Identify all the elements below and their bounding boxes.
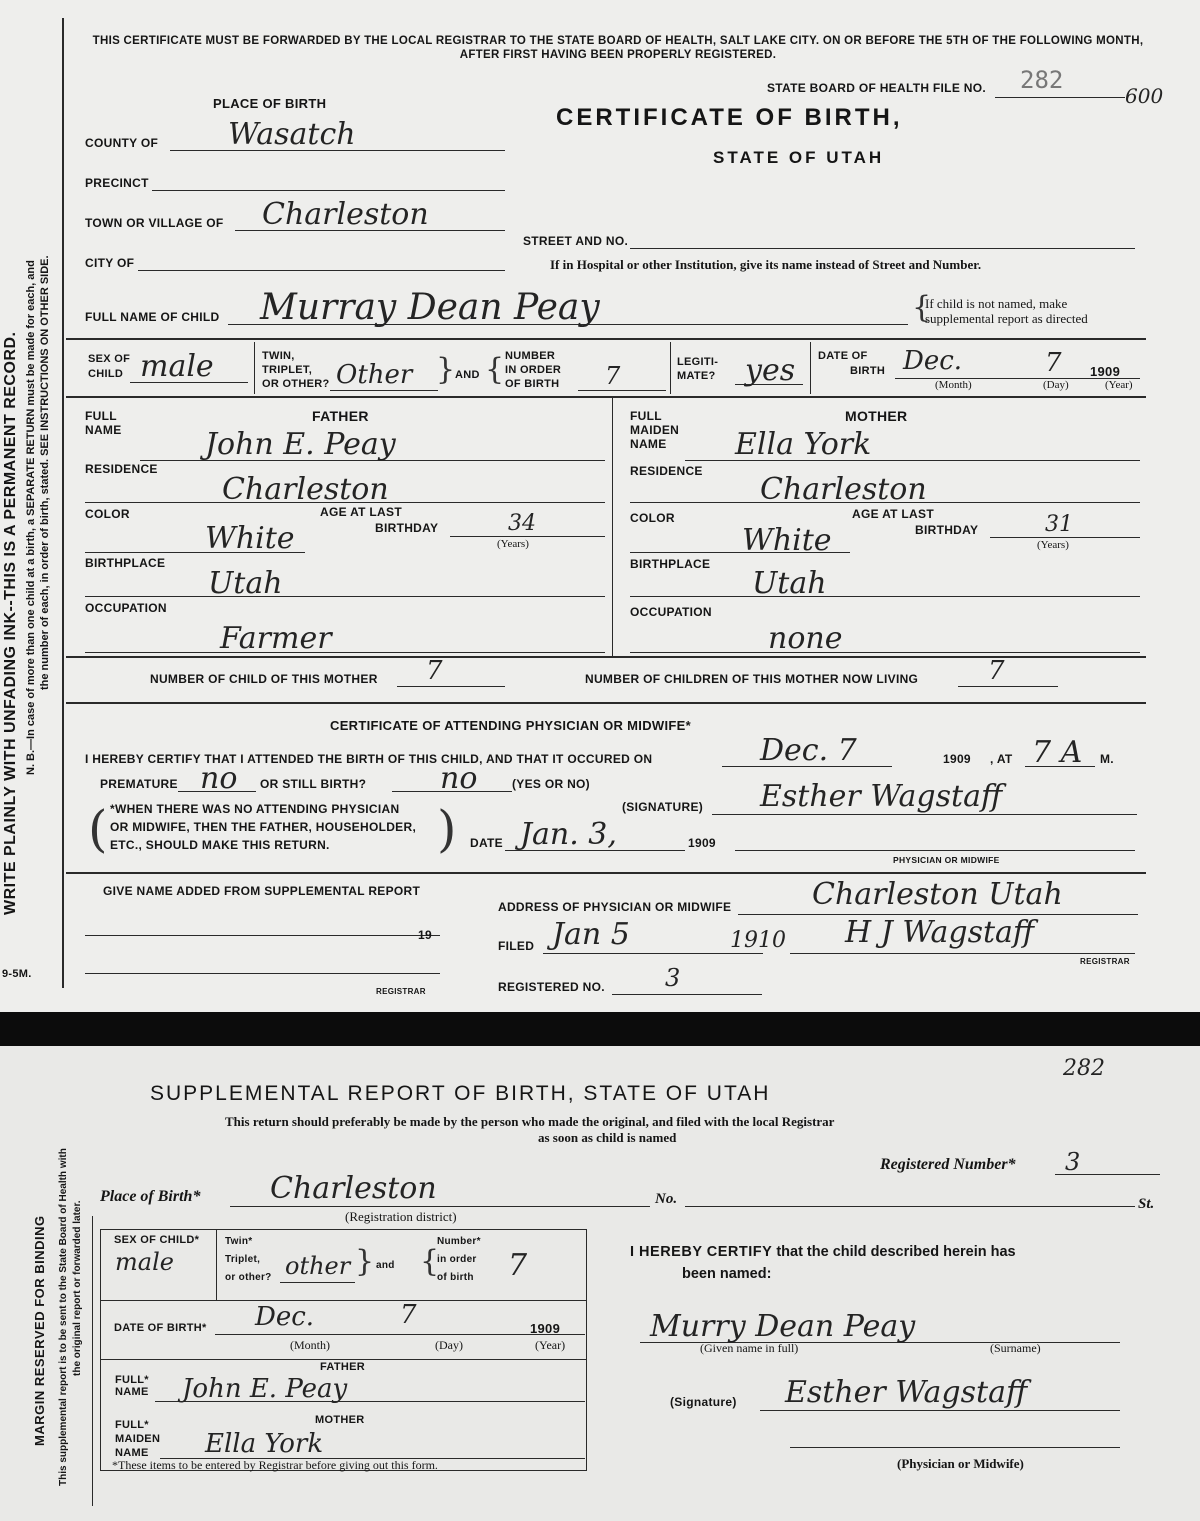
legitimate-label: LEGITI-: [677, 356, 719, 368]
supplemental-title: SUPPLEMENTAL REPORT OF BIRTH, STATE OF UTAH: [150, 1082, 771, 1105]
when-note-2: OR MIDWIFE, THEN THE FATHER, HOUSEHOLDER,: [110, 820, 417, 834]
town-label: TOWN OR VILLAGE OF: [85, 216, 224, 230]
mother-color-value: White: [742, 523, 832, 558]
father-occupation-value: Farmer: [220, 621, 332, 656]
father-age-label-2: BIRTHDAY: [375, 521, 439, 535]
father-age-value: 34: [508, 511, 536, 536]
side-text-note-2: the number of each, in order of birth, stated. SEE INSTRUCTIONS ON OTHER SIDE.: [39, 255, 51, 690]
supp-father-heading: FATHER: [320, 1361, 365, 1373]
supp-father-name-value: John E. Peay: [182, 1374, 348, 1404]
mother-name-label: NAME: [630, 437, 667, 451]
day-caption: (Day): [1043, 379, 1069, 391]
father-years-caption: (Years): [497, 538, 529, 550]
supp-dob-day-value: 7: [400, 1300, 417, 1330]
supp-sex-label: SEX OF CHILD*: [114, 1234, 200, 1246]
supp-signature-label: (Signature): [670, 1395, 737, 1409]
number-label-2: IN ORDER: [505, 364, 562, 376]
supp-number-label: Number*: [437, 1236, 481, 1247]
when-note-3: ETC., SHOULD MAKE THIS RETURN.: [110, 838, 330, 852]
supp-given-name-caption: (Given name in full): [700, 1341, 799, 1355]
registrar-signature-value: H J Wagstaff: [845, 915, 1035, 950]
dob-label-2: BIRTH: [850, 365, 886, 377]
premature-label: PREMATURE: [100, 777, 178, 791]
filed-label: FILED: [498, 939, 535, 953]
side-text-note-1: N. B.—In case of more than one child at a birth, a SEPARATE RETURN must be made for each, and: [25, 260, 37, 775]
place-value: Charleston: [270, 1171, 437, 1206]
mother-age-label-2: BIRTHDAY: [915, 523, 979, 537]
scan-divider: [0, 1012, 1200, 1046]
father-heading: FATHER: [312, 408, 369, 424]
birth-certificate: WRITE PLAINLY WITH UNFADING INK--THIS IS A PERMANENT RECORD. N. B.—In case of more than one child at a birth, a SEPARATE RETURN must be made for each, and the number of each, in order of birth, stated. SEE INSTRUCTIONS ON OTHER SIDE. 9-5M. THIS CERTIFICATE MUST BE FORWARDED BY THE LOCAL REGISTRAR TO THE STATE BOARD OF HEALTH, SALT LAKE CITY. ON OR BEFORE THE 5TH OF THE FOLLOWING MONTH, AFTER FIRST HAVING BEEN PROPERLY REGISTERED. STATE BOARD OF HEALTH FILE NO. 282 600 CERTIFICATE OF BIRTH, STATE OF UTAH PLACE OF BIRTH COUNTY OF Wasatch PRECINCT TOWN OR VILLAGE OF Charleston STREET AND NO. CITY OF If in Hospital or other Institution, give its name instead of Street and Number. FULL NAME OF CHILD Murray Dean Peay { If child is not named, make supplemental report as directed SEX OF CHILD male TWIN, TRIPLET, OR OTHER? Other } AND { NUMBER IN ORDER OF BIRTH 7 LEGITI- MATE? yes DATE OF BIRTH Dec. 7 1909 (Month) (Day) (Year) FATHER MOTHER FULL NAME John E. Peay FULL MAIDEN NAME Ella York RESIDENCE Charleston RESIDENCE Charleston COLOR AGE AT LAST BIRTHDAY White 34 (Years) COLOR AGE AT LAST BIRTHDAY White 31 (Years) BIRTHPLACE Utah BIRTHPLACE Utah OCCUPATION Farmer OCCUPATION none NUMBER OF CHILD OF THIS MOTHER 7 NUMBER OF CHILDREN OF THIS MOTHER NOW LIVING 7 CERTIFICATE OF ATTENDING PHYSICIAN OR MIDWIFE* I HEREBY CERTIFY THAT I ATTENDED THE BIRTH OF THIS CHILD, AND THAT IT OCCURED ON Dec. 7 1909 , AT 7 A M. PREMATURE no OR STILL BIRTH? no (YES OR NO) ( *WHEN THERE WAS NO ATTENDING PHYSICIAN OR MIDWIFE, THEN THE FATHER, HOUSEHOLDER, ETC., SHOULD MAKE THIS RETURN. ) (SIGNATURE) Esther Wagstaff DATE Jan. 3, 1909 PHYSICIAN OR MIDWIFE GIVE NAME ADDED FROM SUPPLEMENTAL REPORT 19 REGISTRAR ADDRESS OF PHYSICIAN OR MIDWIFE Charleston Utah FILED Jan 5 1910 H J Wagstaff REGISTRAR REGISTERED NO. 3: [0, 0, 1200, 1012]
legitimate-value: yes: [745, 353, 796, 388]
place-label: Place of Birth*: [100, 1188, 201, 1205]
supp-twin-label-3: or other?: [225, 1272, 272, 1283]
supp-mother-name-label: NAME: [115, 1447, 149, 1459]
give-name-label: GIVE NAME ADDED FROM SUPPLEMENTAL REPORT: [103, 884, 421, 898]
m-label: M.: [1100, 752, 1114, 766]
twin-label: TWIN,: [262, 350, 295, 362]
occurred-year-value: 1909: [943, 752, 971, 766]
signed-year-value: 1909: [688, 836, 716, 850]
margin-note-2: the original report or forwarded later.: [72, 1200, 83, 1376]
dob-day-value: 7: [1045, 348, 1062, 378]
month-caption: (Month): [935, 379, 972, 391]
nineteen-label: 19: [418, 928, 432, 942]
supp-mother-heading: MOTHER: [315, 1414, 365, 1426]
street-label: STREET AND NO.: [523, 234, 629, 248]
margin-rule: [62, 18, 64, 988]
father-birthplace-label: BIRTHPLACE: [85, 556, 166, 570]
supp-mother-full-label: FULL*: [115, 1419, 149, 1431]
supp-certify-rest: that the child described herein has: [776, 1244, 1016, 1260]
address-value: Charleston Utah: [812, 877, 1063, 912]
address-label: ADDRESS OF PHYSICIAN OR MIDWIFE: [498, 900, 732, 914]
supp-certify-line-1: [630, 1244, 1016, 1260]
occurred-date-value: Dec. 7: [760, 733, 857, 768]
supp-father-full-label: FULL*: [115, 1374, 149, 1386]
father-color-value: White: [205, 521, 295, 556]
mother-name-value: Ella York: [735, 427, 872, 462]
mother-color-label: COLOR: [630, 511, 675, 525]
sex-label: SEX OF: [88, 353, 131, 365]
county-label: COUNTY OF: [85, 136, 159, 150]
supplemental-note-1: This return should preferably be made by the person who made the original, and filed with the local Registrar: [225, 1114, 835, 1129]
supp-dob-year-value: 1909: [530, 1321, 561, 1336]
supp-physician-caption: (Physician or Midwife): [897, 1456, 1024, 1471]
supp-day-caption: (Day): [435, 1338, 463, 1352]
supp-number-label-2: in order: [437, 1254, 477, 1265]
sex-label-2: CHILD: [88, 368, 124, 380]
supp-dob-month-value: Dec.: [255, 1302, 315, 1332]
twin-label-3: OR OTHER?: [262, 378, 330, 390]
child-name-value: Murray Dean Peay: [260, 287, 600, 328]
supp-footnote: *These items to be entered by Registrar before giving out this form.: [112, 1458, 438, 1472]
supplemental-report: MARGIN RESERVED FOR BINDING This supplemental report is to be sent to the State Board of Health with the original report or forwarded later. 282 SUPPLEMENTAL REPORT OF BIRTH, STATE OF UTAH This return should preferably be made by the person who made the original, and filed with the local Registrar as soon as child is named Registered Number* 3 Place of Birth* Charleston (Registration district) No. St. SEX OF CHILD* male Twin* Triplet, or other? other } and { Number* in order of birth 7 DATE OF BIRTH* Dec. 7 1909 (Month) (Day) (Year) FATHER FULL* NAME John E. Peay MOTHER FULL* MAIDEN NAME Ella York *These items to be entered by Registrar before giving out this form. I HEREBY CERTIFY that the child described herein has been named: Murry Dean Peay (Given name in full) (Surname) (Signature) Esther Wagstaff (Physician or Midwife): [0, 1046, 1200, 1521]
supp-number-value: 7: [508, 1248, 528, 1283]
supp-certify-line-2: been named:: [682, 1266, 772, 1282]
certificate-subtitle: STATE OF UTAH: [713, 148, 885, 167]
number-child-label: NUMBER OF CHILD OF THIS MOTHER: [150, 672, 378, 686]
legitimate-label-2: MATE?: [677, 370, 716, 382]
supp-certify-bold: I HEREBY CERTIFY: [630, 1244, 773, 1260]
no-label: No.: [655, 1191, 678, 1207]
child-name-label: FULL NAME OF CHILD: [85, 310, 220, 324]
mother-age-label: AGE AT LAST: [852, 507, 934, 521]
not-named-note-2: supplemental report as directed: [925, 311, 1088, 326]
not-named-note-1: If child is not named, make: [925, 296, 1068, 311]
registered-number-value: 3: [1065, 1148, 1081, 1176]
father-name-label: NAME: [85, 423, 122, 437]
children-living-label: NUMBER OF CHILDREN OF THIS MOTHER NOW LIVING: [585, 672, 919, 686]
still-birth-value: no: [440, 761, 478, 796]
signature-value: Esther Wagstaff: [760, 779, 1003, 814]
yes-no-label: (YES OR NO): [512, 777, 590, 791]
father-color-label: COLOR: [85, 507, 130, 521]
supp-surname-caption: (Surname): [990, 1341, 1041, 1355]
number-child-value: 7: [426, 656, 443, 686]
registrar-caption: REGISTRAR: [376, 987, 426, 996]
mother-birthplace-label: BIRTHPLACE: [630, 557, 711, 571]
filed-year-value: 1910: [730, 928, 786, 953]
file-no-label: STATE BOARD OF HEALTH FILE NO.: [767, 81, 986, 95]
physician-heading: CERTIFICATE OF ATTENDING PHYSICIAN OR MIDWIFE*: [330, 718, 691, 733]
supp-twin-label: Twin*: [225, 1236, 253, 1247]
number-label: NUMBER: [505, 350, 556, 362]
supp-named-value: Murry Dean Peay: [650, 1309, 916, 1344]
mother-occupation-value: none: [768, 621, 843, 656]
dob-month-value: Dec.: [903, 346, 963, 376]
hospital-note: If in Hospital or other Institution, give its name instead of Street and Number.: [550, 257, 982, 272]
supp-father-name-label: NAME: [115, 1386, 149, 1398]
registration-district-caption: (Registration district): [345, 1209, 457, 1224]
number-in-order-value: 7: [605, 362, 621, 390]
mother-years-caption: (Years): [1037, 539, 1069, 551]
signed-date-value: Jan. 3,: [520, 817, 617, 852]
mother-maiden-label: MAIDEN: [630, 423, 680, 437]
supp-mother-maiden-label: MAIDEN: [115, 1433, 161, 1445]
supplemental-note-2: as soon as child is named: [538, 1130, 677, 1145]
margin-note-1: This supplemental report is to be sent to the State Board of Health with: [58, 1148, 69, 1486]
supp-dob-label: DATE OF BIRTH*: [114, 1322, 207, 1334]
twin-value: Other: [336, 360, 413, 390]
side-text-permanent-record: WRITE PLAINLY WITH UNFADING INK--THIS IS A PERMANENT RECORD.: [2, 331, 19, 915]
father-age-label: AGE AT LAST: [320, 505, 402, 519]
father-residence-value: Charleston: [222, 472, 389, 507]
father-residence-label: RESIDENCE: [85, 462, 158, 476]
certificate-title: CERTIFICATE OF BIRTH,: [556, 104, 903, 131]
father-birthplace-value: Utah: [208, 566, 283, 601]
dob-label: DATE OF: [818, 350, 868, 362]
supp-twin-label-2: Triplet,: [225, 1254, 261, 1265]
mother-residence-label: RESIDENCE: [630, 464, 703, 478]
supp-sex-value: male: [115, 1248, 174, 1276]
st-label: St.: [1138, 1196, 1155, 1212]
registered-number-label: Registered Number*: [880, 1156, 1016, 1173]
children-living-value: 7: [988, 656, 1005, 686]
at-label: , AT: [990, 752, 1013, 766]
sex-value: male: [140, 349, 214, 384]
when-note-1: *WHEN THERE WAS NO ATTENDING PHYSICIAN: [110, 802, 400, 816]
supp-year-caption: (Year): [535, 1338, 566, 1352]
premature-value: no: [200, 761, 238, 796]
file-number-suffix: 600: [1125, 84, 1164, 108]
mother-heading: MOTHER: [845, 408, 908, 424]
registered-no-label: REGISTERED NO.: [498, 980, 605, 994]
dob-year-value: 1909: [1090, 364, 1121, 379]
and-label: AND: [455, 369, 480, 381]
margin-label: MARGIN RESERVED FOR BINDING: [32, 1215, 47, 1446]
still-birth-label: OR STILL BIRTH?: [260, 777, 367, 791]
mother-birthplace-value: Utah: [752, 566, 827, 601]
physician-caption: PHYSICIAN OR MIDWIFE: [893, 855, 1000, 865]
father-occupation-label: OCCUPATION: [85, 601, 167, 615]
supp-number-label-3: of birth: [437, 1272, 474, 1283]
supp-and-label: and: [376, 1260, 395, 1271]
certify-label: I HEREBY CERTIFY THAT I ATTENDED THE BIRTH OF THIS CHILD, AND THAT IT OCCURED ON: [85, 752, 653, 766]
twin-label-2: TRIPLET,: [262, 364, 313, 376]
county-value: Wasatch: [228, 117, 356, 152]
city-label: CITY OF: [85, 256, 135, 270]
supp-signature-value: Esther Wagstaff: [785, 1375, 1028, 1410]
registrar-caption-2: REGISTRAR: [1080, 957, 1130, 966]
number-label-3: OF BIRTH: [505, 378, 560, 390]
corner-number: 282: [1063, 1056, 1105, 1081]
year-caption: (Year): [1105, 379, 1133, 391]
supp-month-caption: (Month): [290, 1338, 330, 1352]
mother-age-value: 31: [1045, 512, 1073, 537]
mother-residence-value: Charleston: [760, 472, 927, 507]
file-number: 282: [1020, 66, 1064, 94]
filed-date-value: Jan 5: [552, 917, 630, 952]
mother-occupation-label: OCCUPATION: [630, 605, 712, 619]
town-value: Charleston: [262, 197, 429, 232]
father-full-label: FULL: [85, 409, 117, 423]
mother-full-label: FULL: [630, 409, 662, 423]
father-name-value: John E. Peay: [205, 427, 396, 462]
signature-label: (SIGNATURE): [622, 800, 704, 814]
precinct-label: PRECINCT: [85, 176, 149, 190]
registered-no-value: 3: [665, 964, 681, 992]
supp-twin-value: other: [285, 1252, 351, 1280]
supp-mother-name-value: Ella York: [205, 1429, 324, 1459]
date-label: DATE: [470, 836, 503, 850]
place-of-birth-heading: PLACE OF BIRTH: [213, 96, 327, 111]
occurred-time-value: 7 A: [1032, 735, 1083, 770]
forwarding-notice: THIS CERTIFICATE MUST BE FORWARDED BY THE LOCAL REGISTRAR TO THE STATE BOARD OF HEALTH, SALT LAKE CITY. ON OR BEFORE THE 5TH OF THE FOLLOWING MONTH, AFTER FIRST HAVING BEEN PROPERLY REGISTERED.: [92, 35, 1144, 61]
form-code: 9-5M.: [2, 968, 32, 980]
